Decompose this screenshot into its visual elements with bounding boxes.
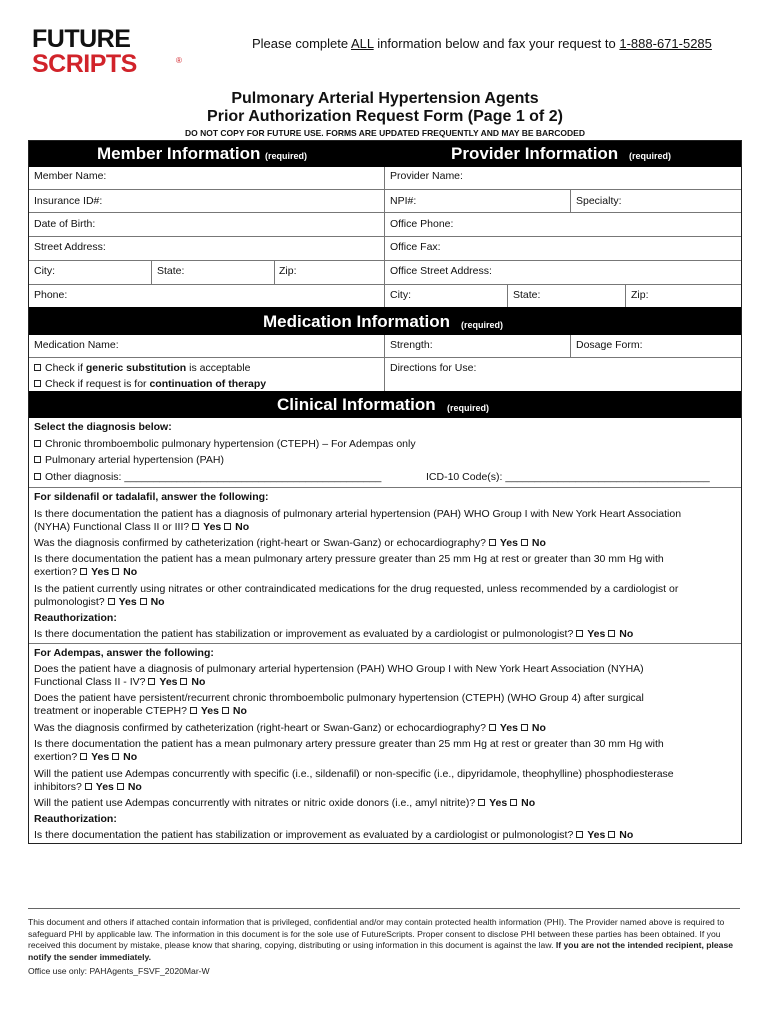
fax-instruction: [252, 36, 712, 51]
generic-substitution-checkbox[interactable]: Check if generic substitution is acceptable: [34, 362, 250, 374]
checkbox-icon[interactable]: [34, 364, 41, 371]
fax-number: 1-888-671-5285: [619, 36, 712, 51]
clinical-section-title: Clinical Information: [277, 395, 436, 414]
fax-all: ALL: [351, 36, 374, 51]
no-checkbox-icon[interactable]: [224, 523, 231, 530]
yes-checkbox-icon[interactable]: [478, 799, 485, 806]
phone-field[interactable]: Phone:: [34, 289, 68, 301]
office-phone-field[interactable]: Office Phone:: [390, 218, 454, 230]
city-field[interactable]: City:: [34, 265, 55, 277]
provider-city-field[interactable]: City:: [390, 289, 411, 301]
no-checkbox-icon[interactable]: [112, 753, 119, 760]
yes-checkbox-icon[interactable]: [576, 831, 583, 838]
form-title-line1: Pulmonary Arterial Hypertension Agents: [231, 90, 539, 107]
sild-q4: pulmonologist? Yes No: [34, 596, 165, 608]
diagnosis-select-label: Select the diagnosis below:: [34, 421, 172, 433]
footer-divider: [28, 908, 740, 909]
dob-field[interactable]: Date of Birth:: [34, 218, 96, 230]
zip-field[interactable]: Zip:: [279, 265, 297, 277]
medication-info-header: [29, 307, 741, 335]
clinical-info-header: [29, 391, 741, 418]
adem-q5: inhibitors? Yes No: [34, 781, 142, 793]
registered-mark: ®: [176, 56, 182, 65]
continuation-therapy-checkbox[interactable]: Check if request is for continuation of therapy: [34, 378, 266, 390]
checkbox-icon[interactable]: [34, 456, 41, 463]
no-checkbox-icon[interactable]: [521, 539, 528, 546]
member-section-title: Member Information: [97, 144, 261, 163]
dx-cteph-option[interactable]: Chronic thromboembolic pulmonary hypertension (CTEPH) – For Adempas only: [34, 438, 416, 450]
member-info-header: [29, 141, 385, 167]
confidentiality-notice: This document and others if attached contain information that is privileged, confidential and/or may contain protected health information (PHI). The Provider named above is required to safeguard PHI by applicable law. The information in this document is for the sole use of FutureScripts. Proper consent to disclose PHI between these parties has been obtained. If you received this document by mistake, please know that sharing, copying, distributing or using information in this document is against the law. If you are not the intended recipient, please notify the sender immediately.: [28, 917, 734, 962]
adem-q6: Will the patient use Adempas concurrently with nitrates or nitric oxide donors (i.e., amyl nitrite)? Yes No: [34, 797, 536, 809]
provider-section-title: Provider Information: [451, 144, 619, 163]
futurescripts-logo: [32, 26, 184, 84]
no-checkbox-icon[interactable]: [112, 568, 119, 575]
sild-q3-text: Is there documentation the patient has a mean pulmonary artery pressure greater than 25 mm Hg at rest or greater than 30 mm Hg with: [34, 553, 664, 565]
member-required-label: (required): [265, 151, 308, 161]
insurance-id-field[interactable]: Insurance ID#:: [34, 195, 103, 207]
medication-required-label: (required): [461, 320, 504, 330]
no-checkbox-icon[interactable]: [510, 799, 517, 806]
adempas-heading: For Adempas, answer the following:: [34, 647, 214, 659]
dx-other-option[interactable]: Other diagnosis: ____________________________________________: [34, 471, 381, 483]
yes-checkbox-icon[interactable]: [489, 724, 496, 731]
adem-q4-text: Is there documentation the patient has a mean pulmonary artery pressure greater than 25 mm Hg at rest or greater than 30 mm Hg with: [34, 738, 664, 750]
state-field[interactable]: State:: [157, 265, 185, 277]
no-checkbox-icon[interactable]: [608, 630, 615, 637]
adem-q2-text: Does the patient have persistent/recurrent chronic thromboembolic pulmonary hypertension (CTEPH) (WHO Group 4) after surgical: [34, 692, 644, 704]
yes-checkbox-icon[interactable]: [489, 539, 496, 546]
sild-q3: exertion? Yes No: [34, 566, 138, 578]
fax-prefix: Please complete: [252, 36, 352, 51]
yes-checkbox-icon[interactable]: [108, 598, 115, 605]
icd10-field[interactable]: ICD-10 Code(s): ___________________________________: [426, 471, 710, 483]
specialty-field[interactable]: Specialty:: [576, 195, 622, 207]
dx-pah-option[interactable]: Pulmonary arterial hypertension (PAH): [34, 454, 224, 466]
provider-name-field[interactable]: Provider Name:: [390, 170, 463, 182]
checkbox-icon[interactable]: [34, 473, 41, 480]
form-title-line2: Prior Authorization Request Form (Page 1 of 2): [207, 108, 563, 125]
provider-zip-field[interactable]: Zip:: [631, 289, 649, 301]
provider-required-label: (required): [629, 151, 672, 161]
adem-reauth-label: Reauthorization:: [34, 813, 117, 825]
adem-q1: Functional Class II - IV? Yes No: [34, 676, 206, 688]
no-checkbox-icon[interactable]: [140, 598, 147, 605]
no-checkbox-icon[interactable]: [180, 678, 187, 685]
logo-line1: FUTURE: [32, 25, 131, 53]
copy-notice: DO NOT COPY FOR FUTURE USE. FORMS ARE UPDATED FREQUENTLY AND MAY BE BARCODED: [184, 128, 585, 138]
provider-info-header: [385, 141, 741, 167]
no-checkbox-icon[interactable]: [608, 831, 615, 838]
checkbox-icon[interactable]: [34, 440, 41, 447]
office-use-label: Office use only: PAHAgents_FSVF_2020Mar-W: [28, 966, 210, 976]
sild-q1: (NYHA) Functional Class II or III? Yes No: [34, 521, 250, 533]
office-street-field[interactable]: Office Street Address:: [390, 265, 492, 277]
dosage-form-field[interactable]: Dosage Form:: [576, 339, 643, 351]
medication-name-field[interactable]: Medication Name:: [34, 339, 119, 351]
sild-q5: Is there documentation the patient has stabilization or improvement as evaluated by a cardiologist or pulmonologist? Yes No: [34, 628, 634, 640]
adem-q5-text: Will the patient use Adempas concurrently with specific (i.e., sildenafil) or non-specific (i.e., dipyridamole, theophylline) phosphodiesterase: [34, 768, 674, 780]
no-checkbox-icon[interactable]: [521, 724, 528, 731]
yes-checkbox-icon[interactable]: [190, 707, 197, 714]
provider-state-field[interactable]: State:: [513, 289, 541, 301]
no-checkbox-icon[interactable]: [117, 783, 124, 790]
npi-field[interactable]: NPI#:: [390, 195, 417, 207]
adem-q2: treatment or inoperable CTEPH? Yes No: [34, 705, 247, 717]
sild-q4-text: Is the patient currently using nitrates or other contraindicated medications for the drug requested, unless recommended by a cardiologist or: [34, 583, 679, 595]
medication-section-title: Medication Information: [263, 312, 450, 331]
yes-checkbox-icon[interactable]: [85, 783, 92, 790]
adem-q3: Was the diagnosis confirmed by catheterization (right-heart or Swan-Ganz) or echocardiography? Yes No: [34, 722, 546, 734]
yes-checkbox-icon[interactable]: [80, 568, 87, 575]
adem-q1-text: Does the patient have a diagnosis of pulmonary arterial hypertension (PAH) WHO Group I with New York Heart Association (NYHA): [34, 663, 644, 675]
street-address-field[interactable]: Street Address:: [34, 241, 106, 253]
strength-field[interactable]: Strength:: [390, 339, 433, 351]
member-name-field[interactable]: Member Name:: [34, 170, 107, 182]
fax-middle: information below and fax your request to: [373, 36, 620, 51]
sild-q1-text: Is there documentation the patient has a diagnosis of pulmonary arterial hypertension (PAH) WHO Group I with New York Heart Association: [34, 508, 682, 520]
prior-auth-form: [28, 140, 742, 844]
logo-line2: SCRIPTS: [32, 50, 137, 78]
no-checkbox-icon[interactable]: [222, 707, 229, 714]
directions-field[interactable]: Directions for Use:: [390, 362, 477, 374]
office-fax-field[interactable]: Office Fax:: [390, 241, 441, 253]
yes-checkbox-icon[interactable]: [192, 523, 199, 530]
clinical-required-label: (required): [447, 403, 490, 413]
sild-reauth-label: Reauthorization:: [34, 612, 117, 624]
adem-q4: exertion? Yes No: [34, 751, 138, 763]
yes-checkbox-icon[interactable]: [80, 753, 87, 760]
sild-q2: Was the diagnosis confirmed by catheterization (right-heart or Swan-Ganz) or echocardiography? Yes No: [34, 537, 546, 549]
checkbox-icon[interactable]: [34, 380, 41, 387]
yes-checkbox-icon[interactable]: [148, 678, 155, 685]
adem-q7: Is there documentation the patient has stabilization or improvement as evaluated by a cardiologist or pulmonologist? Yes No: [34, 829, 634, 841]
yes-checkbox-icon[interactable]: [576, 630, 583, 637]
sildenafil-heading: For sildenafil or tadalafil, answer the following:: [34, 491, 269, 503]
